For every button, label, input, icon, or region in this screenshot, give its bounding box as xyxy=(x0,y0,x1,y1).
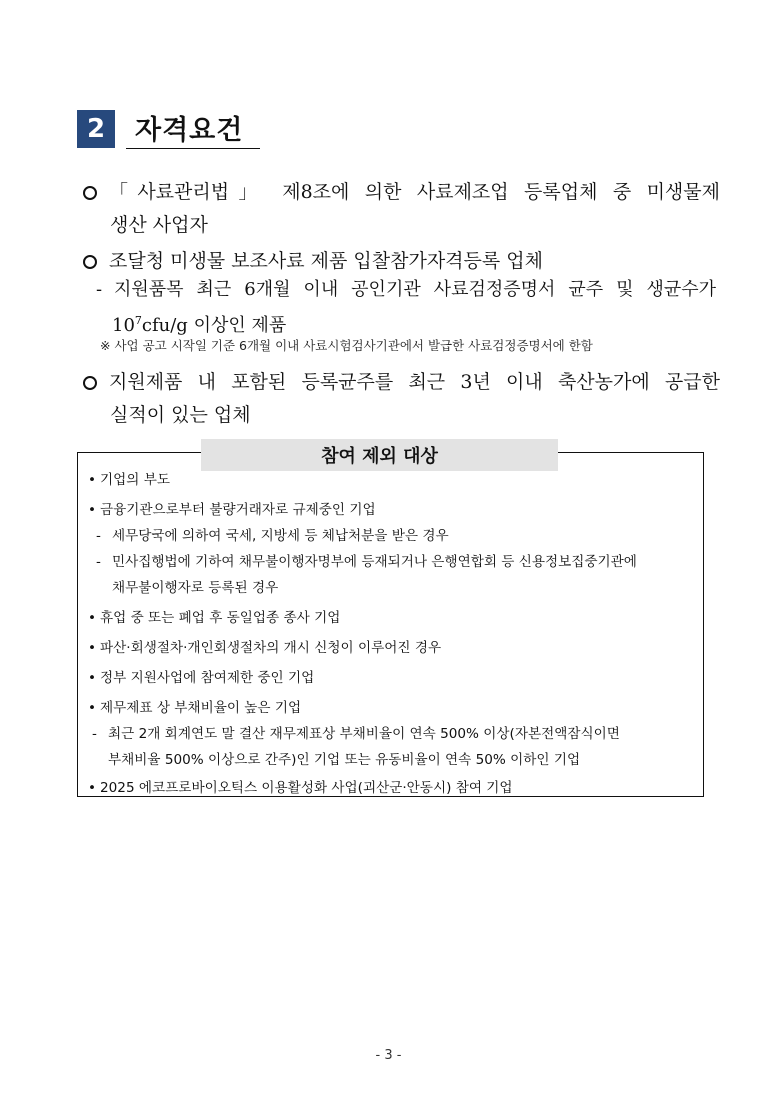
list-item xyxy=(88,525,704,547)
section-title-underline xyxy=(126,148,260,149)
requirement-1-line-2: 생산 사업자 xyxy=(110,214,208,236)
list-item xyxy=(88,777,704,799)
cfu-unit: cfu/g xyxy=(141,315,188,336)
list-item xyxy=(88,469,704,491)
requirement-3-line-1: 지원제품 내 포함된 등록균주를 최근 3년 이내 축산농가에 공급한 xyxy=(109,371,720,393)
section-number: 2 xyxy=(77,110,115,148)
list-item xyxy=(88,667,704,689)
list-item: 부채비율 500% 이상으로 간주)인 기업 또는 유동비율이 연속 50% 이하인 기업 xyxy=(108,752,581,768)
exclusion-list xyxy=(88,469,704,799)
cfu-rest: 이상인 제품 xyxy=(187,315,287,336)
bullet-dot: • xyxy=(88,502,97,518)
exclusion-text: 최근 2개 회계연도 말 결산 재무제표상 부채비율이 연속 500% 이상(자본전액잠식이면 xyxy=(108,726,620,742)
exclusion-text: 기업의 부도 xyxy=(100,472,170,488)
list-item xyxy=(88,607,704,629)
exclusion-text: 파산·회생절차·개인회생절차의 개시 신청이 이루어진 경우 xyxy=(100,640,442,656)
requirement-2-line-1: 조달청 미생물 보조사료 제품 입찰참가자격등록 업체 xyxy=(109,250,543,272)
bullet-dot: • xyxy=(88,472,97,488)
list-item xyxy=(88,723,704,745)
bullet-dot: • xyxy=(88,610,97,626)
exclusion-title: 참여 제외 대상 xyxy=(201,439,558,471)
exclusion-text: 정부 지원사업에 참여제한 중인 기업 xyxy=(100,670,315,686)
dash-marker: - xyxy=(96,554,101,570)
bullet-dot: • xyxy=(88,780,97,796)
bullet-dot: • xyxy=(88,640,97,656)
list-item: 채무불이행자로 등록된 경우 xyxy=(112,580,279,596)
exclusion-text: 세무당국에 의하여 국세, 지방세 등 체납처분을 받은 경우 xyxy=(112,528,449,544)
requirement-1-line-1: 「사료관리법」 제8조에 의한 사료제조업 등록업체 중 미생물제 xyxy=(109,181,720,203)
cfu-base: 10 xyxy=(112,315,135,336)
hollow-circle-bullet-icon xyxy=(83,376,97,390)
exclusion-text: 제무제표 상 부채비율이 높은 기업 xyxy=(100,700,302,716)
requirement-3-line-2: 실적이 있는 업체 xyxy=(110,404,251,426)
hollow-circle-bullet-icon xyxy=(83,255,97,269)
requirement-2-sub-line-1: 지원품목 최근 6개월 이내 공인기관 사료검정증명서 균주 및 생균수가 xyxy=(114,279,716,300)
requirement-3 xyxy=(80,366,720,432)
exclusion-text: 금융기관으로부터 불량거래자로 규제중인 기업 xyxy=(100,502,376,518)
bullet-dot: • xyxy=(88,670,97,686)
dash-marker: - xyxy=(92,726,97,742)
cfu-exponent: 7 xyxy=(134,314,142,327)
list-item xyxy=(88,697,704,719)
hollow-circle-bullet-icon xyxy=(83,186,97,200)
list-item xyxy=(88,551,704,573)
requirement-2-sub xyxy=(96,274,716,341)
requirement-1 xyxy=(80,176,720,242)
exclusion-text: 민사집행법에 기하여 채무불이행자명부에 등재되거나 은행연합회 등 신용정보집중기관에 xyxy=(112,554,637,570)
list-item xyxy=(88,637,704,659)
bullet-dot: • xyxy=(88,700,97,716)
dash-marker: - xyxy=(96,279,103,300)
exclusion-text: 2025 에코프로바이오틱스 이용활성화 사업(괴산군·안동시) 참여 기업 xyxy=(100,780,513,796)
exclusion-text: 휴업 중 또는 폐업 후 동일업종 종사 기업 xyxy=(100,610,341,626)
section-title: 자격요건 xyxy=(135,115,244,146)
page-number: - 3 - xyxy=(375,1048,402,1063)
requirement-2-note: ※ 사업 공고 시작일 기준 6개월 이내 사료시험검사기관에서 발급한 사료검정증명서에 한함 xyxy=(100,338,593,353)
dash-marker: - xyxy=(96,528,101,544)
list-item xyxy=(88,499,704,521)
